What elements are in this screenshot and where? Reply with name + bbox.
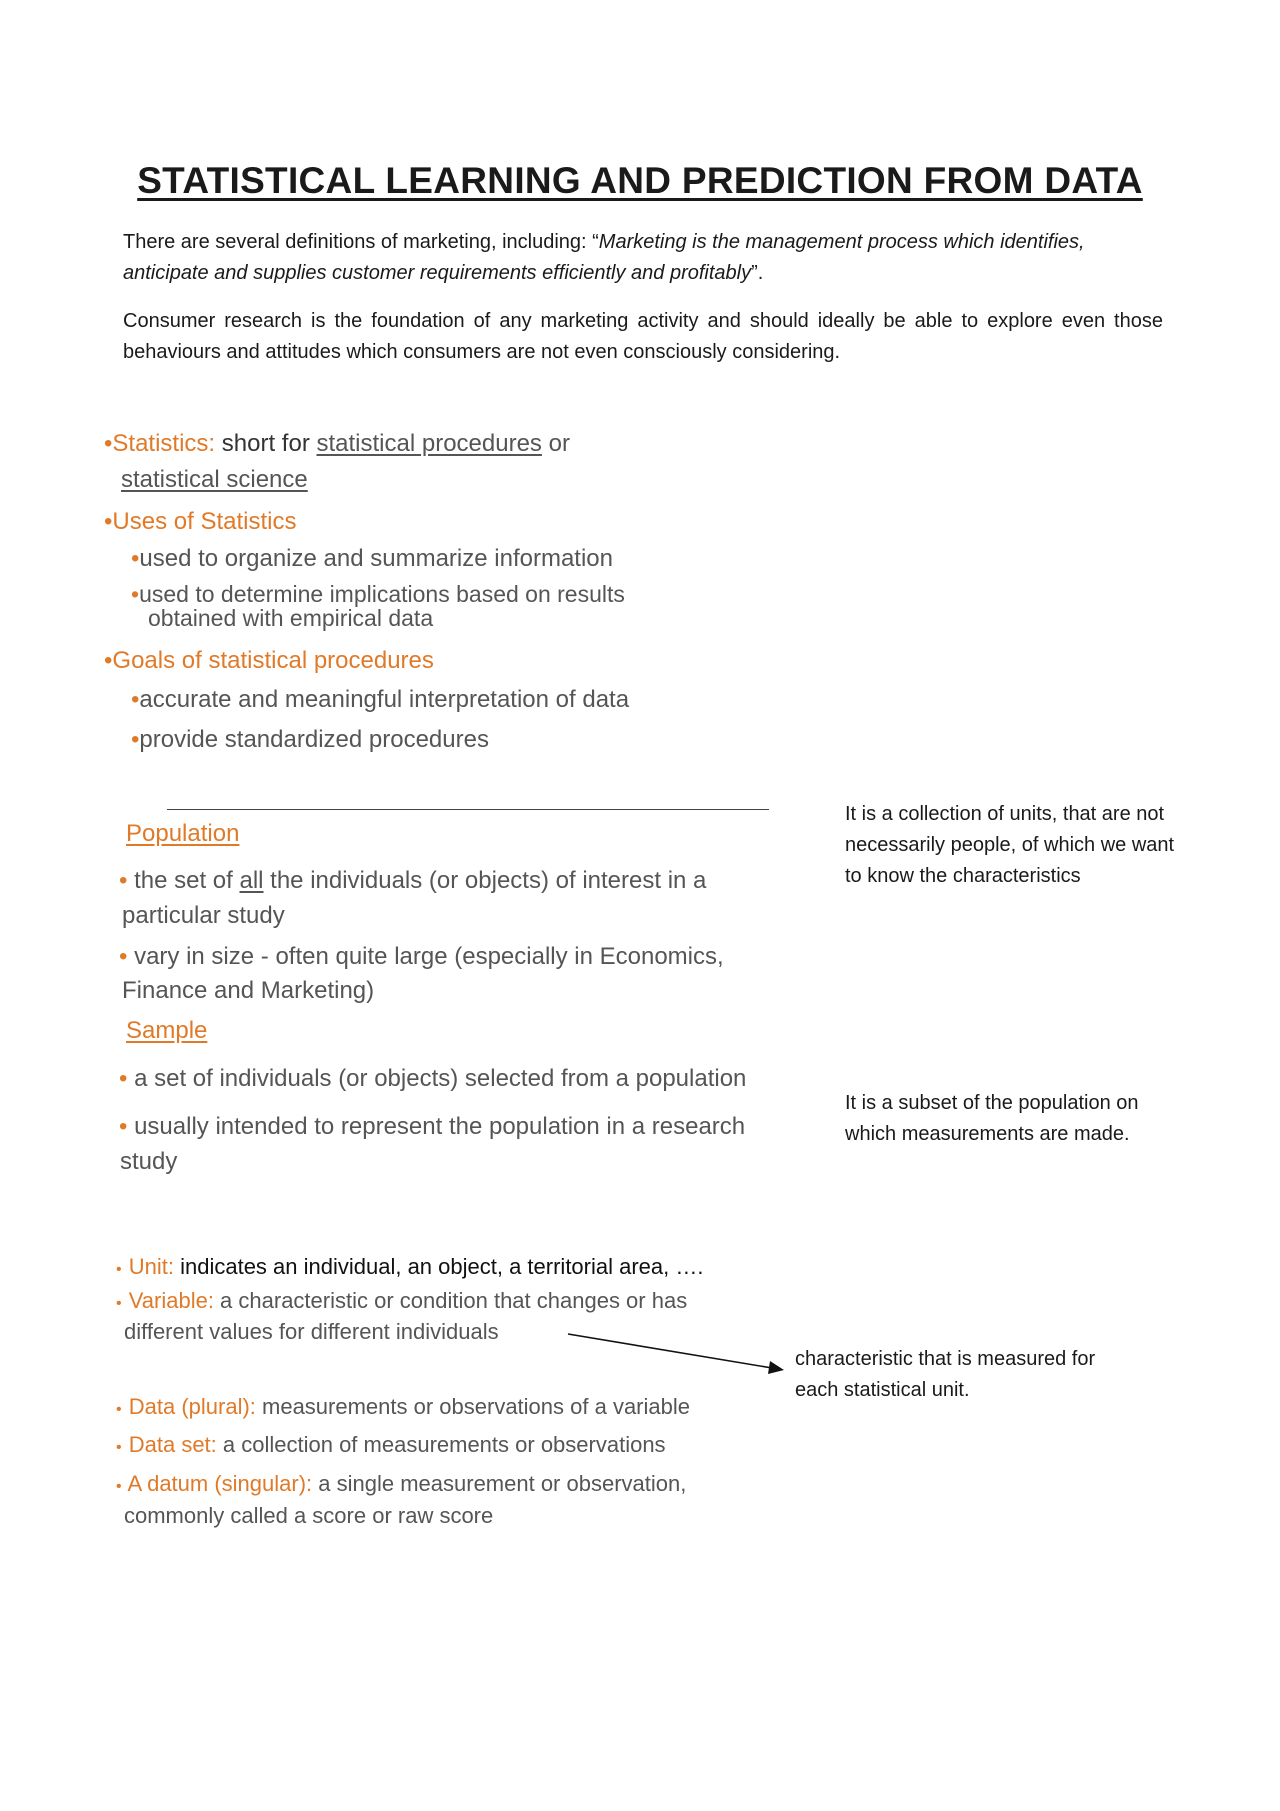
population-item-1: [119, 864, 799, 897]
unit-label: Unit:: [128, 1254, 174, 1279]
variable-label: Variable:: [128, 1288, 214, 1313]
arrow-icon: [560, 1325, 790, 1375]
variable-text: a characteristic or condition that changes or has: [213, 1288, 688, 1313]
population-item-1-pre: the set of: [127, 867, 240, 894]
uses-item-1-text: used to organize and summarize information: [139, 545, 613, 572]
bullet-icon: •: [104, 647, 113, 674]
population-item-1-continued: particular study: [122, 902, 285, 929]
population-item-1-all: all: [239, 867, 264, 894]
sample-item-2-continued: study: [120, 1148, 178, 1175]
statistics-text: short for: [215, 430, 317, 457]
uses-item-2-continued: obtained with empirical data: [148, 605, 434, 631]
variable-definition-continued: different values for different individuals: [124, 1319, 499, 1344]
intro-lead: There are several definitions of marketing, including: “: [123, 231, 599, 253]
unit-text: indicates an individual, an object, a territorial area, ….: [173, 1254, 704, 1279]
goals-item-2-text: provide standardized procedures: [139, 726, 489, 753]
sample-note: It is a subset of the population on which measurements are made.: [845, 1092, 1139, 1145]
datum-definition: [116, 1468, 796, 1503]
bullet-icon: •: [119, 1065, 128, 1092]
population-item-2-continued: Finance and Marketing): [122, 977, 375, 1004]
datum-text: a single measurement or observation,: [312, 1471, 687, 1496]
bullet-icon: •: [131, 686, 140, 713]
uses-heading: [104, 505, 296, 538]
marketing-definition-quote: Marketing is the management process which identifies, anticipate and supplies customer requirements efficiently and profitably: [123, 231, 1085, 284]
variable-note: characteristic that is measured for each statistical unit.: [795, 1348, 1096, 1401]
page-title: STATISTICAL LEARNING AND PREDICTION FROM DATA: [137, 160, 1143, 201]
uses-item-1: [131, 542, 613, 575]
statistics-label: Statistics:: [112, 430, 216, 457]
datum-label: A datum (singular):: [127, 1471, 313, 1496]
variable-definition: [116, 1285, 796, 1320]
goals-heading: [104, 644, 434, 677]
data-text: measurements or observations of a variable: [255, 1394, 690, 1419]
uses-item-2: [131, 581, 625, 607]
bullet-icon: •: [131, 726, 140, 753]
dataset-label: Data set:: [128, 1432, 217, 1457]
dataset-text: a collection of measurements or observations: [216, 1432, 666, 1457]
sample-heading: Sample: [126, 1017, 208, 1044]
bullet-icon: •: [119, 867, 128, 894]
data-definition: [116, 1391, 796, 1426]
sample-item-1-text: a set of individuals (or objects) selected from a population: [127, 1065, 747, 1092]
uses-heading-text: Uses of Statistics: [112, 508, 297, 535]
bullet-icon: •: [131, 545, 140, 572]
population-note: It is a collection of units, that are not necessarily people, of which we want to know the characteristics: [845, 803, 1175, 887]
datum-definition-continued: commonly called a score or raw score: [124, 1503, 494, 1528]
population-item-2-text: vary in size - often quite large (especially in Economics,: [127, 943, 724, 970]
intro-paragraph-2: Consumer research is the foundation of any marketing activity and should ideally be able to explore even those behaviours and attitudes which consumers are not even consciously considering.: [123, 310, 1163, 363]
goals-item-1: [131, 683, 629, 716]
population-item-2: [119, 940, 799, 973]
intro-paragraph-1: [123, 227, 1163, 289]
bullet-icon: •: [104, 430, 113, 457]
goals-heading-text: Goals of statistical procedures: [112, 647, 434, 674]
statistics-definition: [104, 427, 704, 460]
data-label: Data (plural):: [128, 1394, 256, 1419]
goals-item-2: [131, 723, 489, 756]
statistical-procedures-link: statistical procedures: [316, 430, 542, 457]
sample-item-2: [119, 1110, 819, 1143]
section-divider: [167, 809, 769, 810]
goals-item-1-text: accurate and meaningful interpretation of data: [139, 686, 630, 713]
sample-item-2-text: usually intended to represent the population in a research: [127, 1113, 746, 1140]
statistics-or: or: [541, 430, 570, 457]
bullet-icon: •: [104, 508, 113, 535]
sample-item-1: [119, 1062, 819, 1095]
population-heading: Population: [126, 820, 240, 847]
dataset-definition: [116, 1429, 796, 1464]
uses-item-2-text: used to determine implications based on results: [139, 581, 625, 607]
bullet-icon: •: [131, 581, 140, 607]
bullet-icon: •: [119, 1113, 128, 1140]
bullet-icon: •: [119, 943, 128, 970]
statistical-science-link: statistical science: [121, 466, 308, 493]
population-item-1-post: the individuals (or objects) of interest in a: [263, 867, 707, 894]
intro-tail: ”.: [751, 262, 764, 284]
unit-definition: [116, 1251, 796, 1286]
